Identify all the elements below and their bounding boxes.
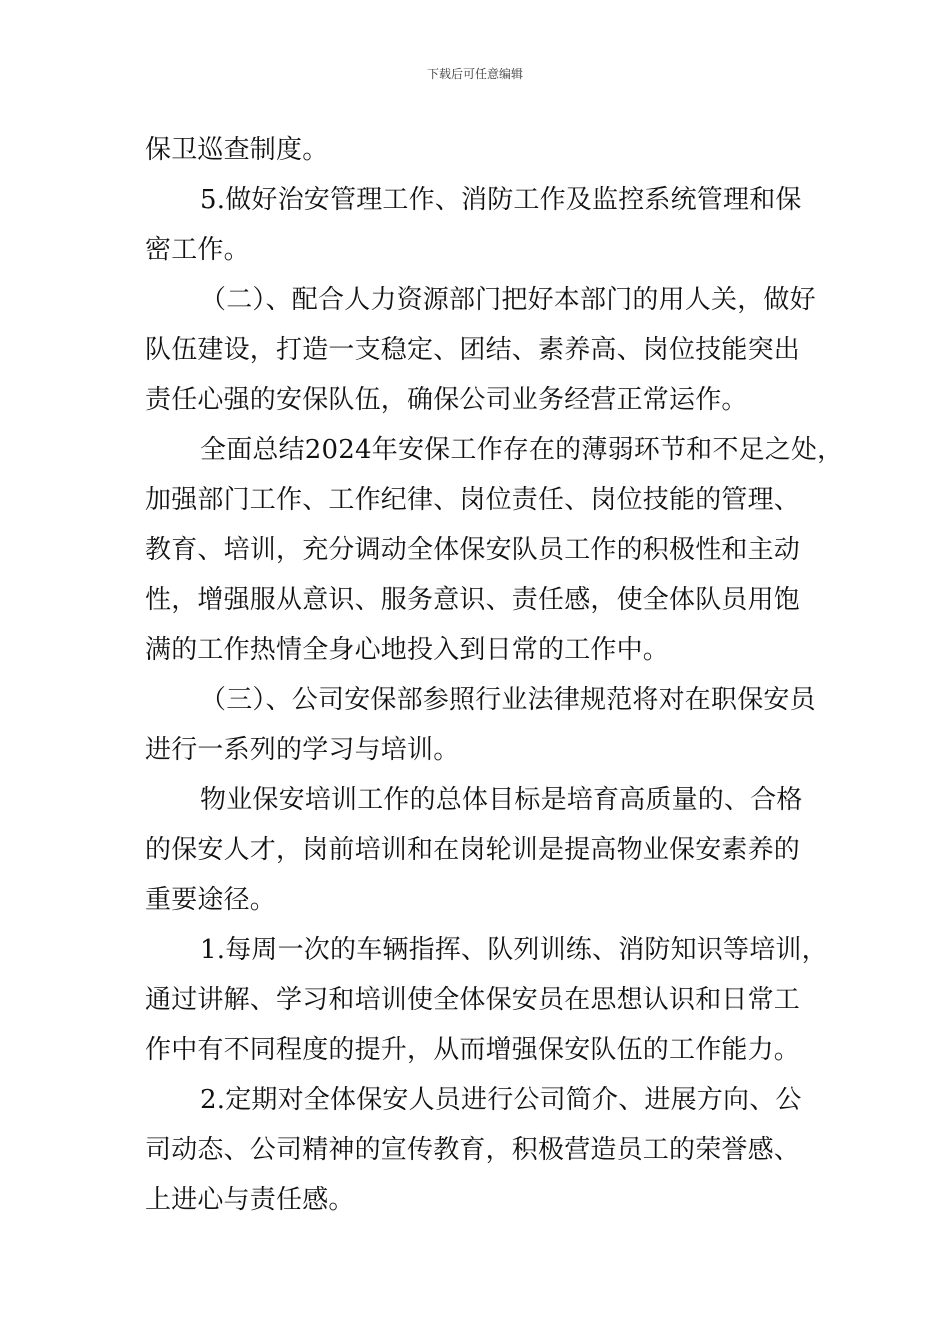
text-line: 2.定期对全体保安人员进行公司简介、进展方向、公 [200,1085,802,1115]
text-line: 密工作。 [145,235,250,265]
text-line: 责任心强的安保队伍，确保公司业务经营正常运作。 [145,385,748,415]
page-header: 下载后可任意编辑 [426,67,523,81]
document-body [145,125,844,1225]
text-line: 进行一系列的学习与培训。 [145,735,460,765]
text-line: 作中有不同程度的提升，从而增强保安队伍的工作能力。 [145,1035,801,1065]
text-line: 队伍建设，打造一支稳定、团结、素养高、岗位技能突出 [145,335,801,365]
text-line: 5.做好治安管理工作、消防工作及监控系统管理和保 [200,185,802,215]
text-line: 性，增强服从意识、服务意识、责任感，使全体队员用饱 [145,585,801,615]
text-line: 全面总结2024年安保工作存在的薄弱环节和不足之处， [200,435,844,465]
text-line: 物业保安培训工作的总体目标是培育高质量的、合格 [200,785,803,815]
text-line: （二）、配合人力资源部门把好本部门的用人关，做好 [200,285,816,315]
text-line: （三）、公司安保部参照行业法律规范将对在职保安员 [200,685,816,715]
text-line: 通过讲解、学习和培训使全体保安员在思想认识和日常工 [145,985,801,1015]
text-line: 的保安人才，岗前培训和在岗轮训是提高物业保安素养的 [145,835,801,865]
text-line: 满的工作热情全身心地投入到日常的工作中。 [145,635,670,665]
text-line: 上进心与责任感。 [145,1185,355,1215]
text-line: 重要途径。 [145,885,277,915]
text-line: 加强部门工作、工作纪律、岗位责任、岗位技能的管理、 [145,485,801,515]
text-line: 保卫巡查制度。 [145,135,329,165]
text-line: 1.每周一次的车辆指挥、队列训练、消防知识等培训， [200,935,828,965]
text-line: 教育、培训，充分调动全体保安队员工作的积极性和主动 [145,535,801,565]
text-line: 司动态、公司精神的宣传教育，积极营造员工的荣誉感、 [145,1135,801,1165]
